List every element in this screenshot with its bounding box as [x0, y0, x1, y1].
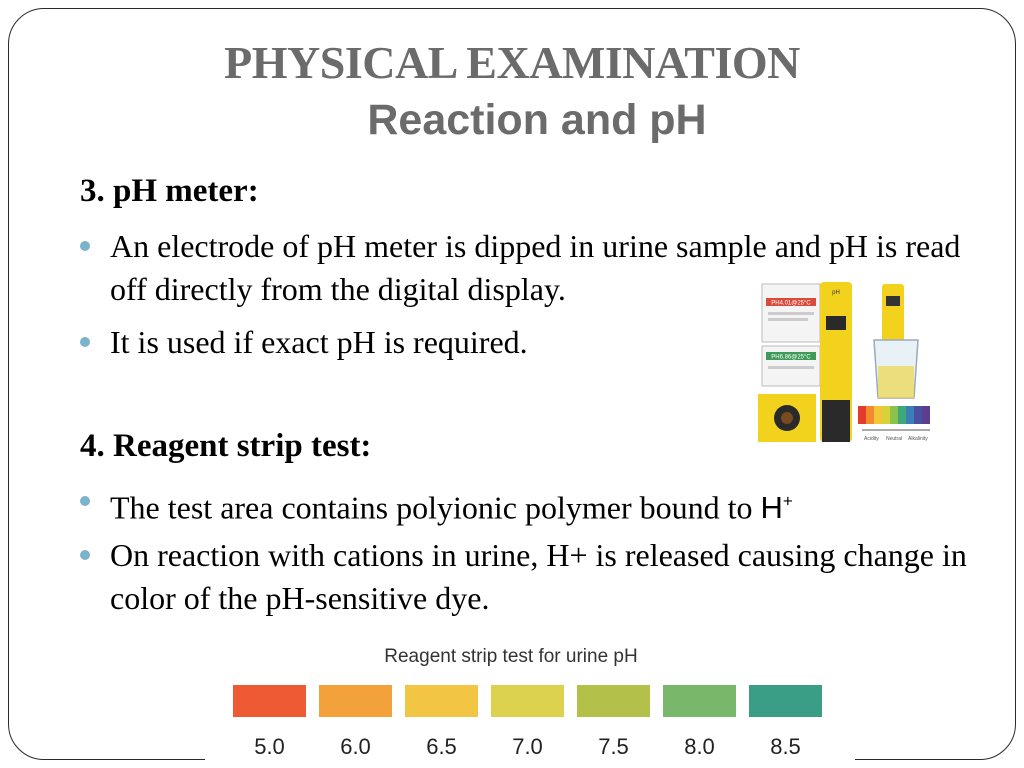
meter-in-beaker: [874, 284, 918, 398]
ph-color-scale: [858, 406, 930, 442]
ph-swatch-8.0: [663, 685, 736, 717]
ph-swatch-label: 7.5: [598, 734, 629, 759]
ph-swatch-label: 6.5: [426, 734, 457, 759]
slide-title: PHYSICAL EXAMINATION: [224, 37, 800, 88]
ph-swatch-label: 7.0: [512, 734, 543, 759]
buffer-packet-2: [762, 346, 820, 386]
ph-meter-photo: [752, 280, 948, 446]
ph-swatch-5.0: [233, 685, 306, 717]
packet-1-label: PH4.01@25°C: [771, 300, 811, 307]
bullet-dot: [80, 241, 90, 251]
reagent-strip-chart: [205, 632, 855, 768]
ph-swatch-6.5: [405, 685, 478, 717]
bullet-text: It is used if exact pH is required.: [110, 324, 528, 360]
bullet-cations: [80, 534, 970, 620]
section-heading-ph-meter: 3. pH meter:: [80, 173, 259, 209]
ph-meter-device: [820, 282, 852, 442]
bullet-polyionic: [80, 480, 990, 529]
h-plus-symbol: H+: [760, 490, 793, 526]
ph-swatch-label: 6.0: [340, 734, 371, 759]
packet-2-label: PH6.86@25°C: [771, 354, 811, 361]
ph-swatch-7.5: [577, 685, 650, 717]
scale-label-neutral: Neutral: [886, 436, 903, 442]
bullet-dot: [80, 550, 90, 560]
ph-swatch-label: 5.0: [254, 734, 285, 759]
slide-subtitle: Reaction and pH: [367, 96, 707, 144]
buffer-packet-1: [762, 284, 820, 342]
device-label: pH: [832, 290, 840, 296]
bullet-dot: [80, 496, 90, 506]
bullet-text: On reaction with cations in urine, H+ is released causing change in color of the pH-sensitive dye.: [110, 537, 967, 616]
bullet-text: An electrode of pH meter is dipped in urine sample and pH is read off directly from the digital display.: [110, 228, 961, 307]
electrode-closeup: [758, 394, 816, 442]
ph-swatch-8.5: [749, 685, 822, 717]
ph-swatch-label: 8.5: [770, 734, 801, 759]
scale-label-alkalinity: Alkalinity: [908, 436, 928, 442]
ph-swatch-7.0: [491, 685, 564, 717]
bullet-dot: [80, 337, 90, 347]
meter-electrode: [822, 400, 850, 442]
strip-chart-title: Reagent strip test for urine pH: [384, 646, 638, 667]
meter-display: [826, 316, 846, 330]
ph-swatch-label: 8.0: [684, 734, 715, 759]
bullet-text: The test area contains polyionic polymer bound to: [110, 489, 761, 526]
scale-label-acidity: Acidity: [864, 436, 879, 442]
section-heading-reagent-strip: 4. Reagent strip test:: [80, 428, 372, 464]
ph-swatch-6.0: [319, 685, 392, 717]
